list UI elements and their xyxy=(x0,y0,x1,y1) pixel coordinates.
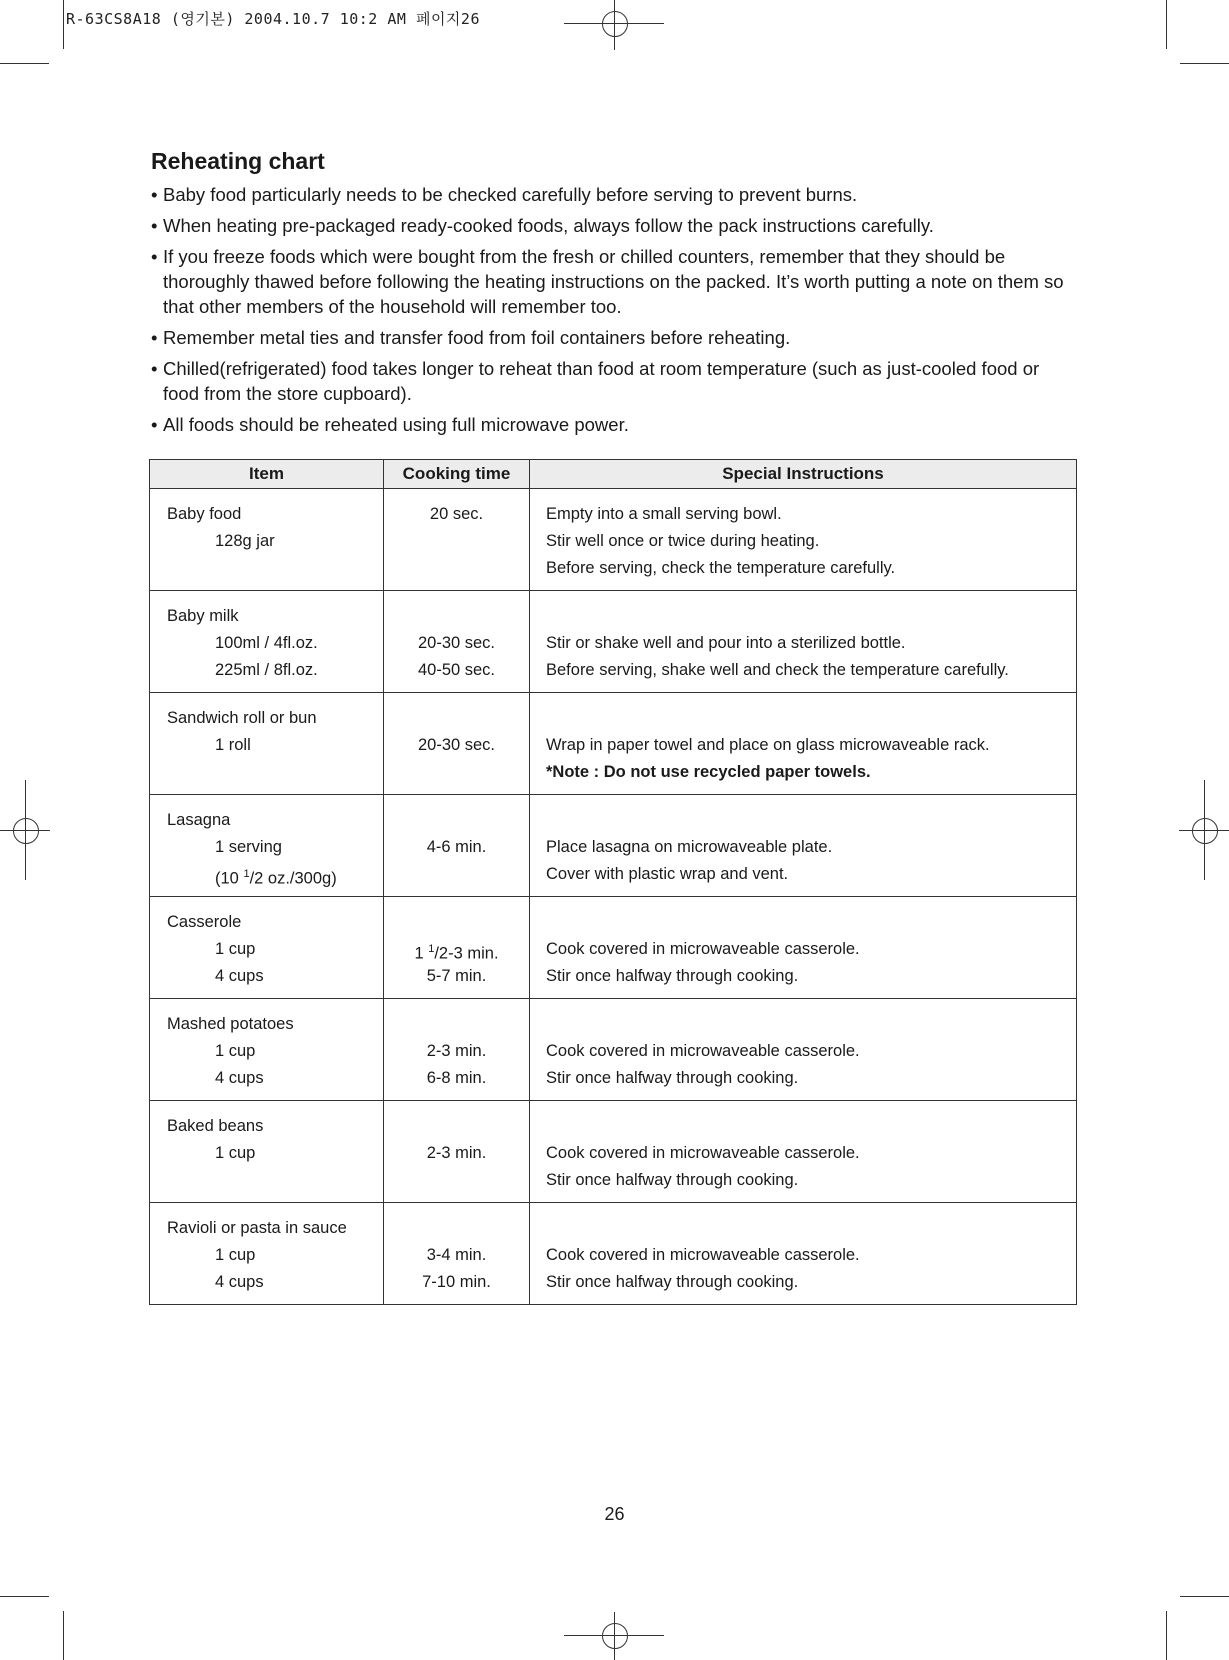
column-header-item: Item xyxy=(150,460,384,489)
registration-mark-top xyxy=(564,0,664,50)
item-portion: 4 cups xyxy=(215,967,264,985)
item-cell xyxy=(150,897,384,999)
cooking-time: 6-8 min. xyxy=(426,1069,487,1087)
time-cell xyxy=(384,591,530,693)
item-portion: 100ml / 4fl.oz. xyxy=(215,634,318,652)
instruction-line: Stir once halfway through cooking. xyxy=(546,967,799,985)
list-item: • Remember metal ties and transfer food from foil containers before reheating. xyxy=(151,325,1071,350)
item-name: Baked beans xyxy=(167,1117,264,1135)
print-header-stamp: R-63CS8A18 (영기본) 2004.10.7 10:2 AM 페이지26 xyxy=(66,10,480,28)
instructions-cell xyxy=(530,897,1077,999)
item-portion: 4 cups xyxy=(215,1273,264,1291)
item-cell xyxy=(150,1101,384,1203)
item-name: Baby food xyxy=(167,505,242,523)
item-portion: 1 cup xyxy=(215,1246,256,1264)
instructions-cell xyxy=(530,999,1077,1101)
item-portion: 1 cup xyxy=(215,1144,256,1162)
table-header-row xyxy=(150,460,1077,489)
item-name: Mashed potatoes xyxy=(167,1015,294,1033)
item-portion: 1 roll xyxy=(215,736,251,754)
item-cell xyxy=(150,795,384,897)
table-row xyxy=(150,693,1077,795)
table-row xyxy=(150,999,1077,1101)
cooking-time: 3-4 min. xyxy=(426,1246,487,1264)
item-portion: 4 cups xyxy=(215,1069,264,1087)
list-item: • All foods should be reheated using full microwave power. xyxy=(151,412,1071,437)
item-name: Lasagna xyxy=(167,811,231,829)
crop-mark xyxy=(1166,1611,1167,1660)
cooking-time: 20-30 sec. xyxy=(417,736,496,754)
instructions-cell xyxy=(530,1101,1077,1203)
instruction-line: Stir or shake well and pour into a sterilized bottle. xyxy=(546,634,906,652)
instruction-line: Stir once halfway through cooking. xyxy=(546,1069,799,1087)
reheating-table xyxy=(149,459,1077,1305)
cooking-time: 1 $^1$/2-3 min. xyxy=(414,943,499,963)
cooking-time: 5-7 min. xyxy=(426,967,487,985)
item-cell xyxy=(150,1203,384,1305)
item-cell xyxy=(150,591,384,693)
crop-mark xyxy=(1180,63,1229,64)
instruction-line: Empty into a small serving bowl. xyxy=(546,505,782,523)
item-portion: 225ml / 8fl.oz. xyxy=(215,661,318,679)
time-cell xyxy=(384,897,530,999)
instruction-line: Cook covered in microwaveable casserole. xyxy=(546,940,860,958)
cooking-time: 4-6 min. xyxy=(426,838,487,856)
page-title: Reheating chart xyxy=(151,148,325,174)
time-cell xyxy=(384,489,530,591)
instruction-line: Stir well once or twice during heating. xyxy=(546,532,820,550)
list-item: • When heating pre-packaged ready-cooked foods, always follow the pack instructions carefully. xyxy=(151,213,1071,238)
crop-mark xyxy=(63,1611,64,1660)
cooking-time: 2-3 min. xyxy=(426,1042,487,1060)
instructions-cell xyxy=(530,489,1077,591)
list-item: • Baby food particularly needs to be checked carefully before serving to prevent burns. xyxy=(151,182,1071,207)
column-header-special-instructions: Special Instructions xyxy=(530,460,1077,489)
registration-mark-bottom xyxy=(564,1612,664,1660)
instruction-line: Cover with plastic wrap and vent. xyxy=(546,865,789,883)
registration-mark-right xyxy=(1179,780,1229,880)
instructions-cell xyxy=(530,1203,1077,1305)
table-row xyxy=(150,489,1077,591)
crop-mark xyxy=(1180,1596,1229,1597)
table-row xyxy=(150,591,1077,693)
cooking-time: 20 sec. xyxy=(429,505,484,523)
instruction-line: Cook covered in microwaveable casserole. xyxy=(546,1246,860,1264)
instruction-line: Stir once halfway through cooking. xyxy=(546,1273,799,1291)
instruction-line: Place lasagna on microwaveable plate. xyxy=(546,838,833,856)
item-name: Baby milk xyxy=(167,607,239,625)
registration-mark-left xyxy=(0,780,50,880)
time-cell xyxy=(384,693,530,795)
crop-mark xyxy=(0,1596,49,1597)
cooking-time: 2-3 min. xyxy=(426,1144,487,1162)
crop-mark xyxy=(63,0,64,49)
item-portion: (10 $^1$/2 oz./300g) xyxy=(215,868,337,888)
item-name: Sandwich roll or bun xyxy=(167,709,317,727)
crop-mark xyxy=(0,63,49,64)
instructions-cell xyxy=(530,591,1077,693)
instruction-line: Cook covered in microwaveable casserole. xyxy=(546,1042,860,1060)
item-portion: 1 serving xyxy=(215,838,282,856)
instruction-line: Before serving, check the temperature carefully. xyxy=(546,559,896,577)
instruction-line: Wrap in paper towel and place on glass microwaveable rack. xyxy=(546,736,990,754)
instruction-note: *Note : Do not use recycled paper towels. xyxy=(546,763,871,781)
item-portion: 128g jar xyxy=(215,532,275,550)
instructions-cell xyxy=(530,795,1077,897)
item-portion: 1 cup xyxy=(215,1042,256,1060)
table-row xyxy=(150,897,1077,999)
crop-mark xyxy=(1166,0,1167,49)
instruction-line: Before serving, shake well and check the temperature carefully. xyxy=(546,661,1009,679)
table-row xyxy=(150,795,1077,897)
time-cell xyxy=(384,795,530,897)
instruction-line: Stir once halfway through cooking. xyxy=(546,1171,799,1189)
item-cell xyxy=(150,489,384,591)
item-portion: 1 cup xyxy=(215,940,256,958)
item-cell xyxy=(150,693,384,795)
item-name: Ravioli or pasta in sauce xyxy=(167,1219,347,1237)
cooking-time: 7-10 min. xyxy=(422,1273,491,1291)
table-row xyxy=(150,1203,1077,1305)
item-name: Casserole xyxy=(167,913,242,931)
instruction-line: Cook covered in microwaveable casserole. xyxy=(546,1144,860,1162)
tips-list xyxy=(151,182,1071,443)
instructions-cell xyxy=(530,693,1077,795)
list-item: • If you freeze foods which were bought from the fresh or chilled counters, remember that they should be thoroughly thawed before following the heating instructions on the packed. It’s worth putting a note on them so that other members of the household will remember too. xyxy=(151,244,1071,319)
list-item: • Chilled(refrigerated) food takes longer to reheat than food at room temperature (such as just-cooled food or food from the store cupboard). xyxy=(151,356,1071,406)
time-cell xyxy=(384,999,530,1101)
time-cell xyxy=(384,1203,530,1305)
column-header-cooking-time: Cooking time xyxy=(384,460,530,489)
page-number: 26 xyxy=(604,1504,625,1524)
time-cell xyxy=(384,1101,530,1203)
item-cell xyxy=(150,999,384,1101)
cooking-time: 20-30 sec. xyxy=(417,634,496,652)
table-row xyxy=(150,1101,1077,1203)
cooking-time: 40-50 sec. xyxy=(417,661,496,679)
